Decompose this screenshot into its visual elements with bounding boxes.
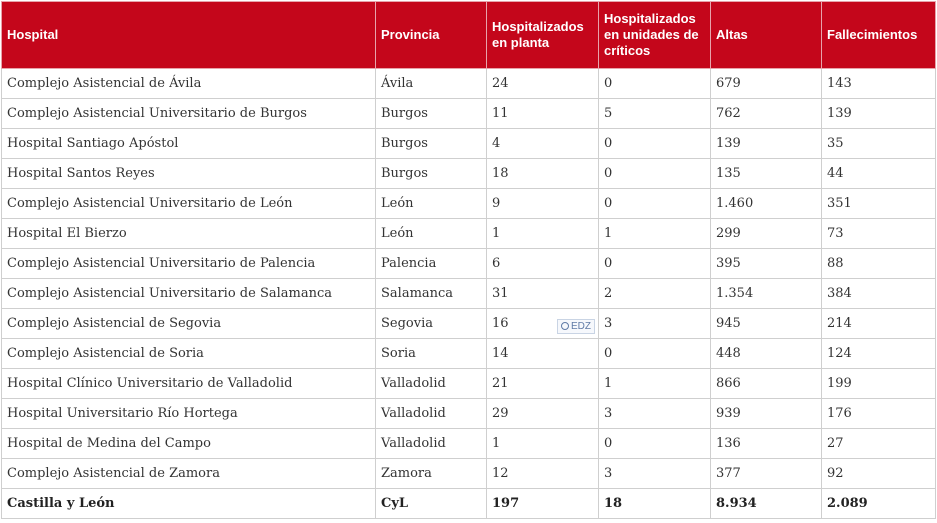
cell-altas: 866 <box>711 369 822 399</box>
cell-hospitalizados-planta: 1 <box>487 219 599 249</box>
cell-altas: 139 <box>711 129 822 159</box>
cell-fallecimientos: 2.089 <box>822 489 936 519</box>
cell-hospitalizados-planta: 29 <box>487 399 599 429</box>
cell-altas: 135 <box>711 159 822 189</box>
cell-provincia: Ávila <box>376 69 487 99</box>
cell-fallecimientos: 139 <box>822 99 936 129</box>
cell-hospitalizados-criticos: 3 <box>599 309 711 339</box>
cell-hospital: Complejo Asistencial Universitario de León <box>2 189 376 219</box>
cell-altas: 1.354 <box>711 279 822 309</box>
cell-hospitalizados-criticos: 5 <box>599 99 711 129</box>
cell-hospitalizados-planta: 9 <box>487 189 599 219</box>
cell-fallecimientos: 124 <box>822 339 936 369</box>
cell-provincia: Zamora <box>376 459 487 489</box>
cell-fallecimientos: 143 <box>822 69 936 99</box>
table-row <box>2 129 936 159</box>
cell-hospitalizados-criticos: 1 <box>599 369 711 399</box>
cell-hospital: Complejo Asistencial Universitario de Palencia <box>2 249 376 279</box>
header-altas: Altas <box>711 2 822 69</box>
cell-hospitalizados-criticos: 3 <box>599 399 711 429</box>
table-row <box>2 219 936 249</box>
cell-provincia: Burgos <box>376 129 487 159</box>
table-row <box>2 369 936 399</box>
header-hospitalizados-planta: Hospitalizados en planta <box>487 2 599 69</box>
cell-hospitalizados-planta: 21 <box>487 369 599 399</box>
cell-hospitalizados-criticos: 0 <box>599 189 711 219</box>
cell-provincia: León <box>376 219 487 249</box>
cell-provincia: Burgos <box>376 99 487 129</box>
watermark-text: EDZ <box>571 321 591 332</box>
cell-hospitalizados-planta: 31 <box>487 279 599 309</box>
cell-hospitalizados-criticos: 2 <box>599 279 711 309</box>
table-row <box>2 69 936 99</box>
cell-hospital: Complejo Asistencial Universitario de Salamanca <box>2 279 376 309</box>
cell-hospital: Hospital Clínico Universitario de Valladolid <box>2 369 376 399</box>
table-row <box>2 99 936 129</box>
cell-hospitalizados-planta: 12 <box>487 459 599 489</box>
cell-altas: 136 <box>711 429 822 459</box>
table-row <box>2 399 936 429</box>
cell-hospitalizados-criticos: 18 <box>599 489 711 519</box>
cell-provincia: Valladolid <box>376 369 487 399</box>
cell-altas: 1.460 <box>711 189 822 219</box>
cell-provincia: Palencia <box>376 249 487 279</box>
hospital-data-table <box>1 1 936 519</box>
cell-hospitalizados-criticos: 1 <box>599 219 711 249</box>
globe-icon <box>561 322 569 330</box>
cell-hospital: Hospital Universitario Río Hortega <box>2 399 376 429</box>
table-total-row <box>2 489 936 519</box>
header-hospital: Hospital <box>2 2 376 69</box>
cell-provincia: Soria <box>376 339 487 369</box>
table-row <box>2 339 936 369</box>
cell-fallecimientos: 92 <box>822 459 936 489</box>
cell-hospitalizados-planta: 4 <box>487 129 599 159</box>
cell-fallecimientos: 88 <box>822 249 936 279</box>
cell-hospitalizados-criticos: 0 <box>599 339 711 369</box>
cell-provincia: Valladolid <box>376 429 487 459</box>
cell-provincia: CyL <box>376 489 487 519</box>
cell-altas: 762 <box>711 99 822 129</box>
cell-hospital: Castilla y León <box>2 489 376 519</box>
cell-hospital: Complejo Asistencial Universitario de Burgos <box>2 99 376 129</box>
cell-hospitalizados-criticos: 0 <box>599 159 711 189</box>
cell-altas: 448 <box>711 339 822 369</box>
cell-provincia: Salamanca <box>376 279 487 309</box>
cell-altas: 939 <box>711 399 822 429</box>
header-fallecimientos: Fallecimientos <box>822 2 936 69</box>
table-row <box>2 309 936 339</box>
cell-provincia: Valladolid <box>376 399 487 429</box>
table-row <box>2 159 936 189</box>
cell-hospitalizados-planta: 11 <box>487 99 599 129</box>
cell-hospitalizados-criticos: 0 <box>599 429 711 459</box>
cell-fallecimientos: 35 <box>822 129 936 159</box>
cell-altas: 679 <box>711 69 822 99</box>
cell-fallecimientos: 214 <box>822 309 936 339</box>
cell-fallecimientos: 199 <box>822 369 936 399</box>
table-header-row <box>2 2 936 69</box>
cell-altas: 945 <box>711 309 822 339</box>
cell-provincia: León <box>376 189 487 219</box>
cell-hospital: Hospital Santiago Apóstol <box>2 129 376 159</box>
cell-hospitalizados-planta: 16 <box>487 309 599 339</box>
cell-hospital: Hospital de Medina del Campo <box>2 429 376 459</box>
cell-fallecimientos: 351 <box>822 189 936 219</box>
table-row <box>2 459 936 489</box>
header-hospitalizados-criticos: Hospitalizados en unidades de críticos <box>599 2 711 69</box>
cell-hospital: Complejo Asistencial de Ávila <box>2 69 376 99</box>
cell-fallecimientos: 176 <box>822 399 936 429</box>
cell-hospitalizados-criticos: 0 <box>599 69 711 99</box>
cell-hospitalizados-planta: 197 <box>487 489 599 519</box>
cell-hospital: Complejo Asistencial de Segovia <box>2 309 376 339</box>
cell-hospitalizados-planta: 24 <box>487 69 599 99</box>
cell-hospital: Hospital Santos Reyes <box>2 159 376 189</box>
cell-hospitalizados-planta: 1 <box>487 429 599 459</box>
cell-fallecimientos: 73 <box>822 219 936 249</box>
cell-fallecimientos: 384 <box>822 279 936 309</box>
cell-fallecimientos: 27 <box>822 429 936 459</box>
cell-altas: 377 <box>711 459 822 489</box>
cell-altas: 8.934 <box>711 489 822 519</box>
cell-hospitalizados-planta: 18 <box>487 159 599 189</box>
table-row <box>2 429 936 459</box>
cell-altas: 395 <box>711 249 822 279</box>
watermark-badge <box>557 319 595 334</box>
cell-hospital: Complejo Asistencial de Soria <box>2 339 376 369</box>
table-row <box>2 249 936 279</box>
cell-hospitalizados-planta: 14 <box>487 339 599 369</box>
cell-hospital: Complejo Asistencial de Zamora <box>2 459 376 489</box>
cell-hospitalizados-criticos: 0 <box>599 249 711 279</box>
cell-hospitalizados-criticos: 0 <box>599 129 711 159</box>
header-provincia: Provincia <box>376 2 487 69</box>
cell-altas: 299 <box>711 219 822 249</box>
cell-provincia: Segovia <box>376 309 487 339</box>
cell-hospitalizados-planta: 6 <box>487 249 599 279</box>
cell-fallecimientos: 44 <box>822 159 936 189</box>
table-row <box>2 189 936 219</box>
cell-hospital: Hospital El Bierzo <box>2 219 376 249</box>
cell-hospitalizados-criticos: 3 <box>599 459 711 489</box>
cell-provincia: Burgos <box>376 159 487 189</box>
table-row <box>2 279 936 309</box>
